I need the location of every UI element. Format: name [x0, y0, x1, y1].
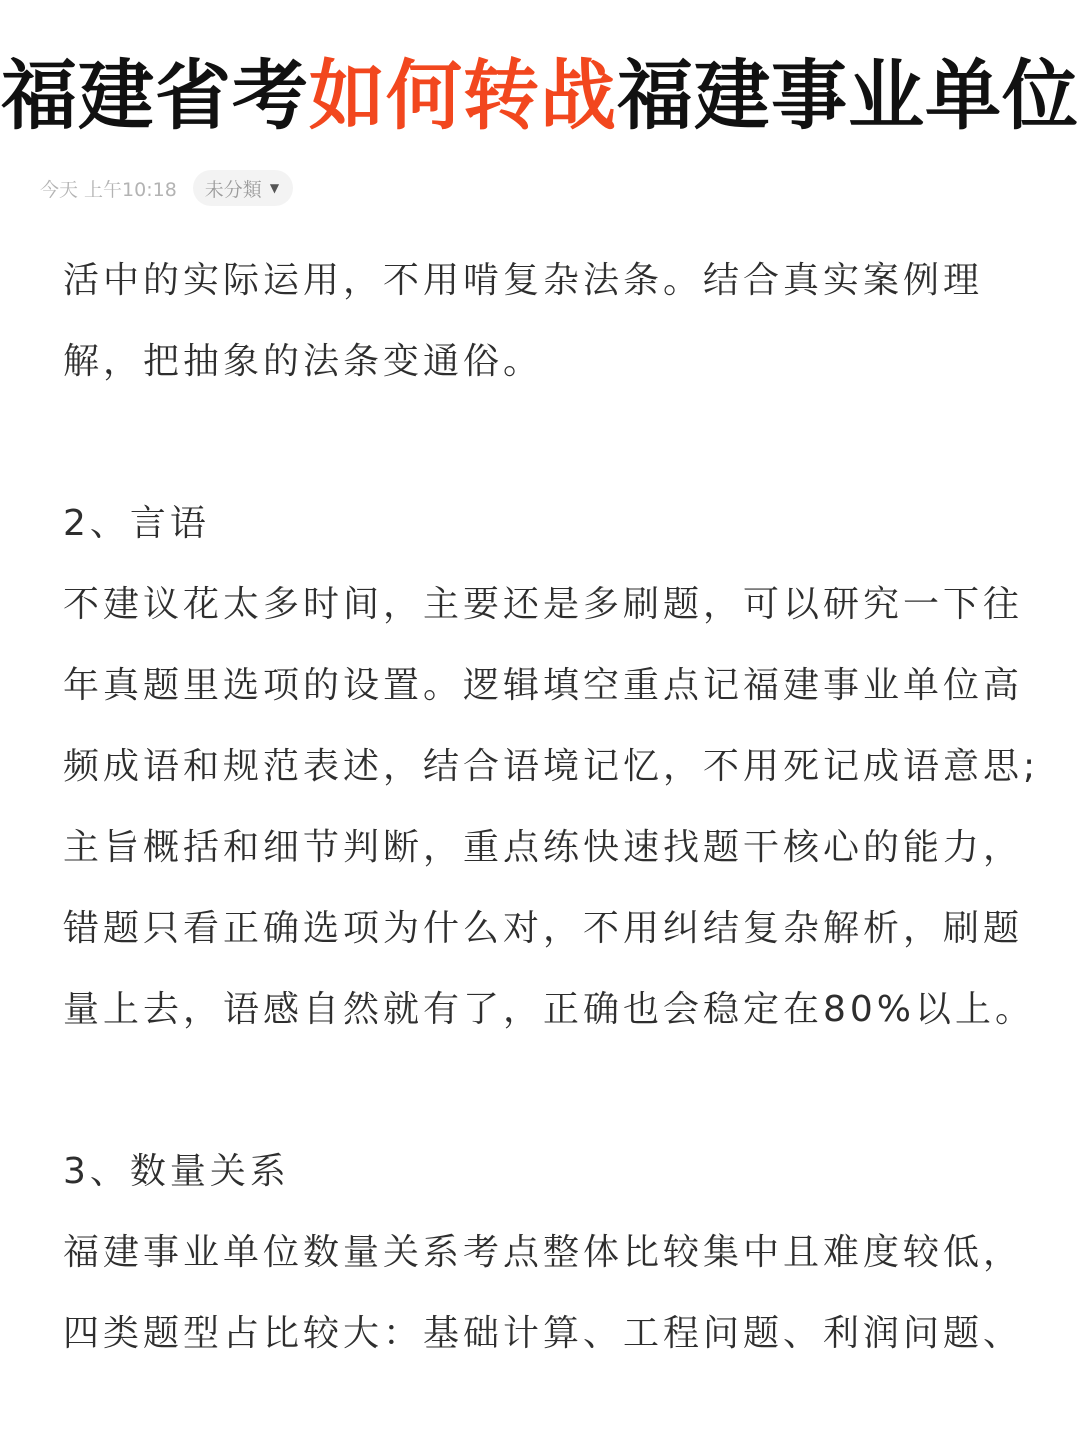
paragraph-line: 年真题里选项的设置。逻辑填空重点记福建事业单位高 — [63, 665, 1024, 706]
post-timestamp: 今天 上午10:18 — [40, 178, 177, 201]
title-prefix: 福建省考 — [1, 51, 309, 140]
title-highlight: 如何转战 — [309, 51, 617, 140]
paragraph-line: 解，把抽象的法条变通俗。 — [63, 341, 544, 382]
article-body — [63, 240, 1040, 1374]
spacer — [63, 1050, 1023, 1131]
paragraph-line: 量上去，语感自然就有了，正确也会稳定在80%以上。 — [63, 989, 1036, 1030]
page-title — [0, 50, 1080, 142]
paragraph-line: 福建事业单位数量关系考点整体比较集中且难度较低， — [63, 1232, 1024, 1273]
paragraph-line: 活中的实际运用，不用啃复杂法条。结合真实案例理 — [63, 260, 984, 301]
category-label: 未分類 — [204, 178, 262, 201]
category-dropdown[interactable] — [193, 170, 293, 206]
paragraph-line: 主旨概括和细节判断，重点练快速找题干核心的能力， — [63, 827, 1024, 868]
paragraph-line: 不建议花太多时间，主要还是多刷题，可以研究一下往 — [63, 584, 1024, 625]
paragraph-line: 四类题型占比较大：基础计算、工程问题、利润问题、 — [63, 1313, 1024, 1354]
paragraph-line: 频成语和规范表述，结合语境记忆，不用死记成语意思; — [63, 746, 1040, 787]
spacer — [63, 402, 1023, 483]
caret-down-icon: ▼ — [269, 181, 280, 195]
section-heading-verbal: 2、言语 — [63, 503, 210, 544]
section-heading-quantitative: 3、数量关系 — [63, 1151, 290, 1192]
post-meta — [40, 170, 293, 206]
paragraph-line: 错题只看正确选项为什么对，不用纠结复杂解析，刷题 — [63, 908, 1024, 949]
title-suffix: 福建事业单位 — [617, 51, 1079, 140]
